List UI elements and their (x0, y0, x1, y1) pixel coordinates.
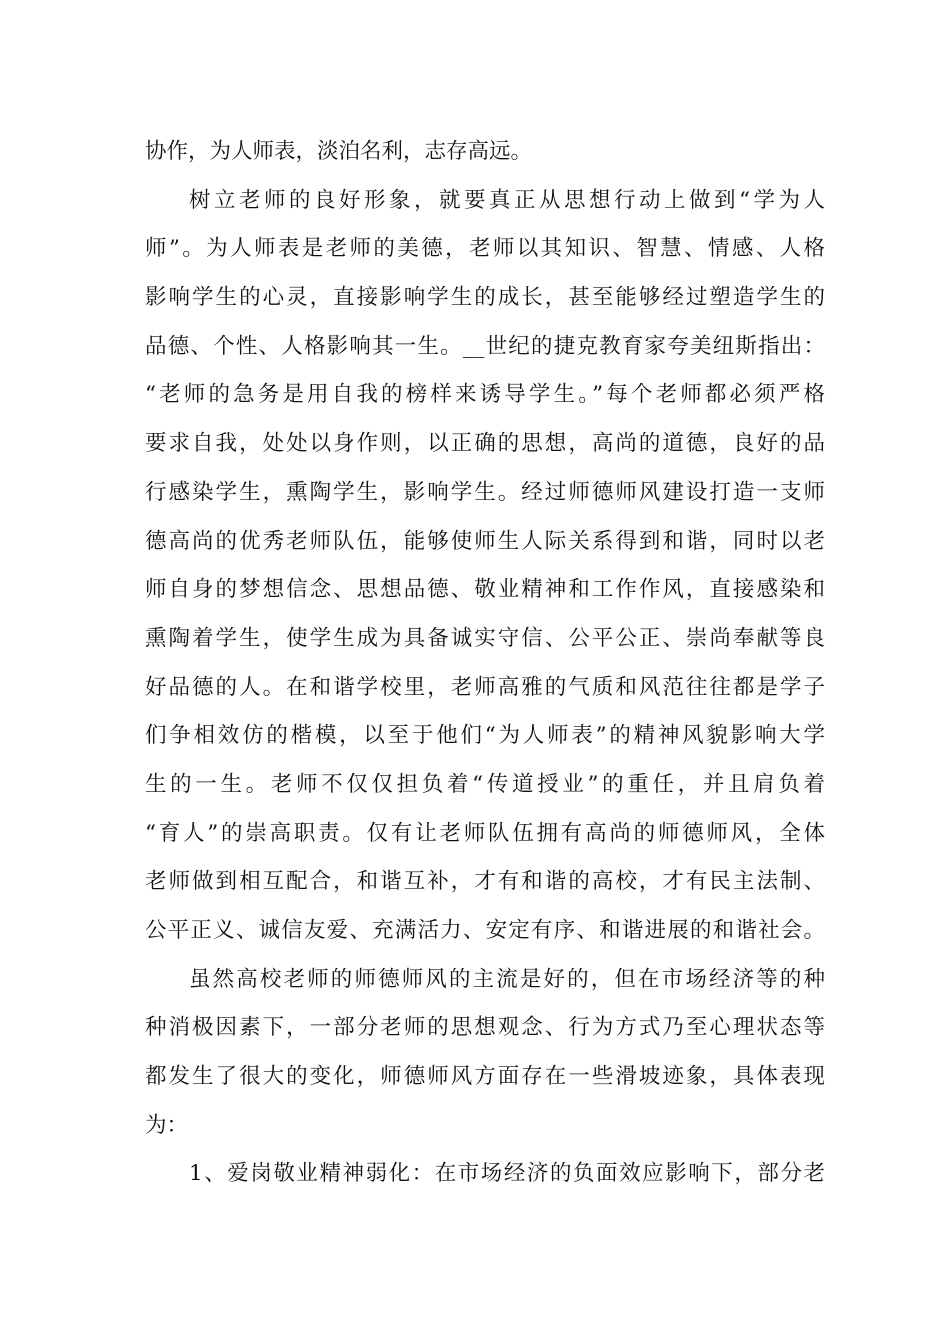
text-line: 1、爱岗敬业精神弱化：在市场经济的负面效应影响下，部分老 (189, 1161, 825, 1187)
text-line: 生的一生。老师不仅仅担负着“传道授业”的重任，并且肩负着 (145, 771, 825, 797)
text-line: 树立老师的良好形象，就要真正从思想行动上做到“学为人 (189, 187, 825, 213)
text-line: 都发生了很大的变化，师德师风方面存在一些滑坡迹象，具体表现 (145, 1064, 825, 1090)
text-line: “育人”的崇高职责。仅有让老师队伍拥有高尚的师德师风，全体 (145, 820, 825, 846)
text-line: 协作，为人师表，淡泊名利，志存高远。 (145, 139, 533, 164)
text-line: 好品德的人。在和谐学校里，老师高雅的气质和风范往往都是学子 (145, 674, 825, 700)
text-line: 影响学生的心灵，直接影响学生的成长，甚至能够经过塑造学生的 (145, 285, 825, 311)
text-line: 老师做到相互配合，和谐互补，才有和谐的高校，才有民主法制、 (145, 869, 825, 895)
text-line: 要求自我，处处以身作则，以正确的思想，高尚的道德，良好的品 (145, 431, 825, 457)
text-line: 师”。为人师表是老师的美德，老师以其知识、智慧、情感、人格 (145, 236, 825, 262)
text-line: 种消极因素下，一部分老师的思想观念、行为方式乃至心理状态等 (145, 1015, 825, 1041)
text-line: 公平正义、诚信友爱、充满活力、安定有序、和谐进展的和谐社会。 (145, 918, 825, 943)
text-line: 师自身的梦想信念、思想品德、敬业精神和工作作风，直接感染和 (145, 577, 825, 603)
text-line: 们争相效仿的楷模，以至于他们“为人师表”的精神风貌影响大学 (145, 723, 825, 749)
document-body (145, 128, 825, 1199)
text-line: 德高尚的优秀老师队伍，能够使师生人际关系得到和谐，同时以老 (145, 528, 825, 554)
text-line: 为： (145, 1112, 189, 1138)
text-line: “老师的急务是用自我的榜样来诱导学生。”每个老师都必须严格 (145, 382, 825, 408)
text-line: 品德、个性、人格影响其一生。__世纪的捷克教育家夸美纽斯指出： (145, 333, 825, 359)
text-line: 行感染学生，熏陶学生，影响学生。经过师德师风建设打造一支师 (145, 479, 825, 505)
text-line: 虽然高校老师的师德师风的主流是好的，但在市场经济等的种 (189, 966, 825, 992)
text-line: 熏陶着学生，使学生成为具备诚实守信、公平公正、崇尚奉献等良 (145, 625, 825, 651)
